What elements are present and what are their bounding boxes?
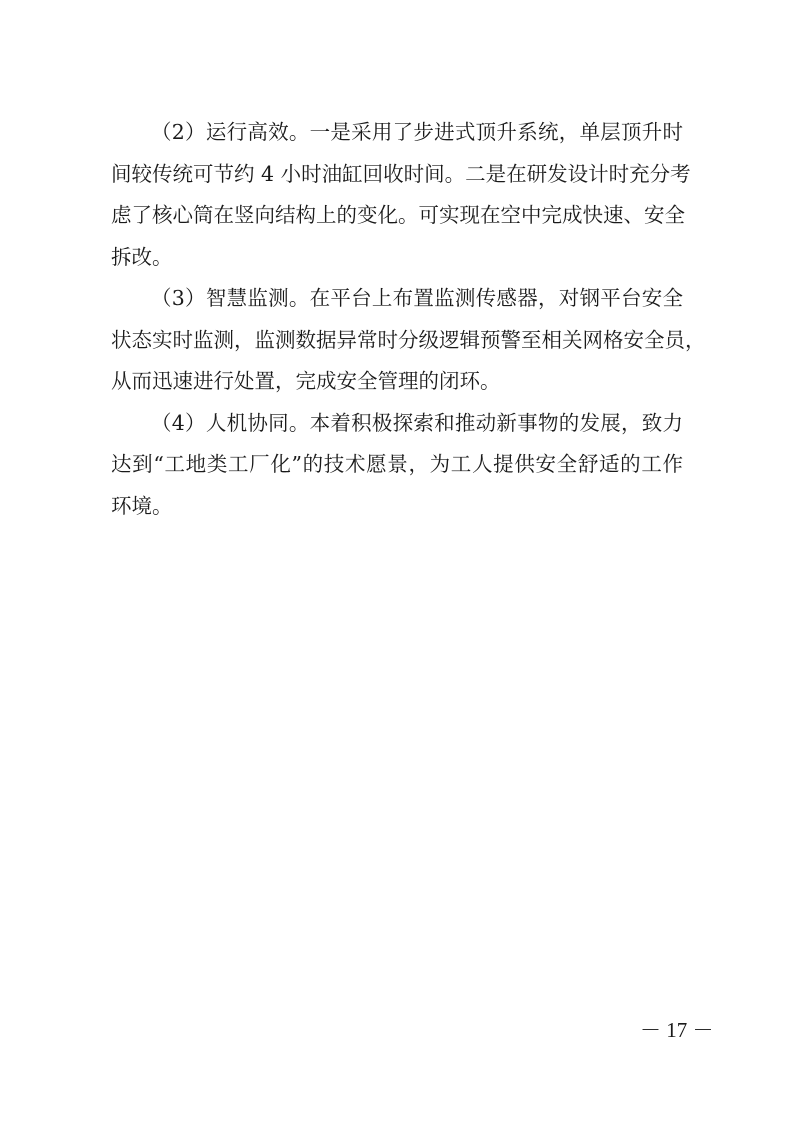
paragraph-1-line-4: 拆改。 xyxy=(111,245,173,269)
paragraph-3-line-2: 达到“工地类工厂化”的技术愿景，为工人提供安全舒适的工作 xyxy=(111,452,683,476)
paragraph-2-line-3: 从而迅速进行处置，完成安全管理的闭环。 xyxy=(111,369,501,393)
paragraph-2-line-2: 状态实时监测，监测数据异常时分级逻辑预警至相关网格安全员， xyxy=(111,328,706,352)
paragraph-1-line-2: 间较传统可节约 4 小时油缸回收时间。二是在研发设计时充分考 xyxy=(111,162,691,186)
paragraph-1-line-1: （2）运行高效。一是采用了步进式顶升系统，单层顶升时 xyxy=(151,120,683,144)
paragraph-3-line-3: 环境。 xyxy=(111,494,173,518)
page-number: － 17 － xyxy=(640,1018,714,1042)
paragraph-3-line-1: （4）人机协同。本着积极探索和推动新事物的发展，致力 xyxy=(151,411,683,435)
paragraph-2-line-1: （3）智慧监测。在平台上布置监测传感器，对钢平台安全 xyxy=(151,286,683,310)
paragraph-1-line-3: 虑了核心筒在竖向结构上的变化。可实现在空中完成快速、安全 xyxy=(111,203,685,227)
